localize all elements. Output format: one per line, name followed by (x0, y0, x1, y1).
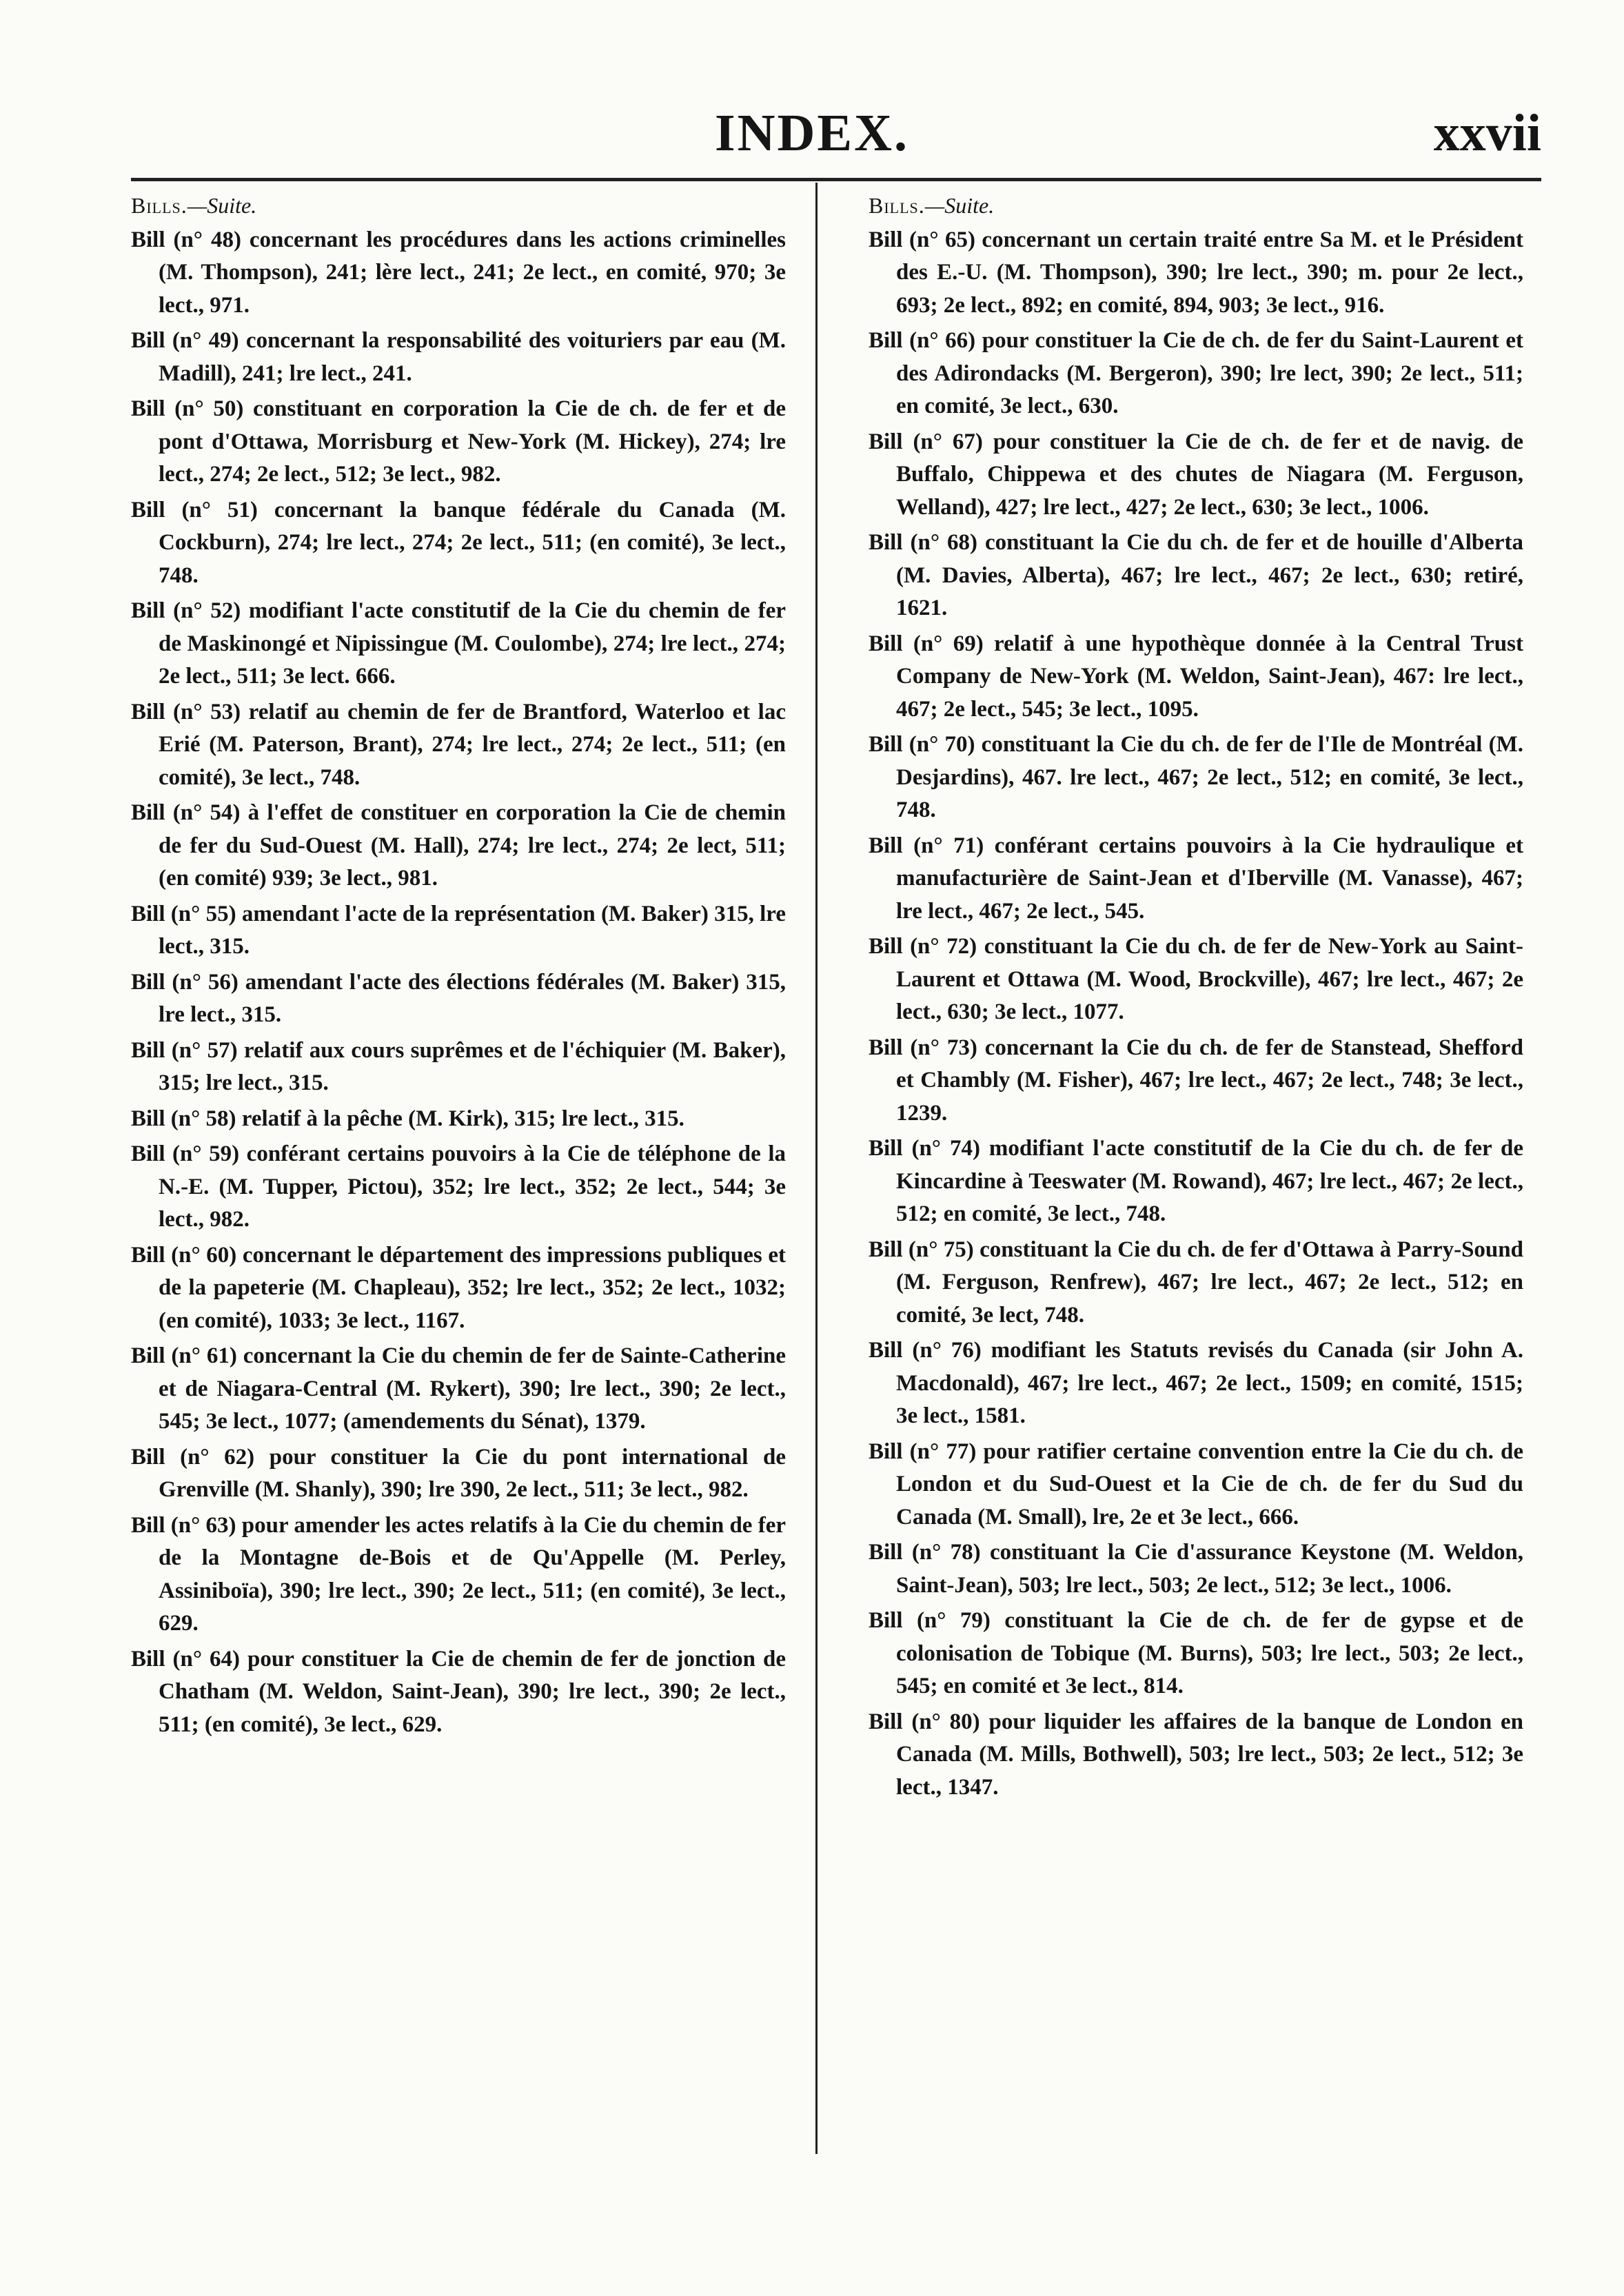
index-entry: Bill (n° 63) pour amender les actes relatifs à la Cie du chemin de fer de la Montagne de-Bois et de Qu'Appelle (M. Perley, Assiniboïa), 390; lre lect., 390; 2e lect., 511; (en comité), 3e lect., 629. (131, 1512, 786, 1636)
index-entry: Bill (n° 50) constituant en corporation la Cie de ch. de fer et de pont d'Ottawa, Morrisburg et New-York (M. Hickey), 274; lre lect., 274; 2e lect., 512; 3e lect., 982. (131, 396, 786, 487)
index-entry: Bill (n° 75) constituant la Cie du ch. de fer d'Ottawa à Parry-Sound (M. Ferguson, Renfrew), 467; lre lect., 467; 2e lect., 512; en comité, 3e lect, 748. (869, 1237, 1523, 1328)
left-entries (131, 224, 786, 1742)
column-heading-label: Bills. (869, 193, 925, 218)
page-header (0, 0, 1624, 186)
index-entry: Bill (n° 52) modifiant l'acte constitutif de la Cie du chemin de fer de Maskinongé et Nipissingue (M. Coulombe), 274; lre lect., 274; 2e lect., 511; 3e lect. 666. (131, 598, 786, 689)
index-entry: Bill (n° 80) pour liquider les affaires de la banque de London en Canada (M. Mills, Bothwell), 503; lre lect., 503; 2e lect., 512; 3e lect., 1347. (869, 1709, 1523, 1800)
index-entry: Bill (n° 61) concernant la Cie du chemin de fer de Sainte-Catherine et de Niagara-Central (M. Rykert), 390; lre lect., 390; 2e lect., 545; 3e lect., 1077; (amendements du Sénat), 1379. (131, 1343, 786, 1434)
index-entry: Bill (n° 57) relatif aux cours suprêmes et de l'échiquier (M. Baker), 315; lre lect., 315. (131, 1037, 786, 1095)
index-entry: Bill (n° 69) relatif à une hypothèque donnée à la Central Trust Company de New-York (M. Weldon, Saint-Jean), 467: lre lect., 467; 2e lect., 545; 3e lect., 1095. (869, 631, 1523, 722)
column-heading (131, 190, 786, 223)
index-entry: Bill (n° 77) pour ratifier certaine convention entre la Cie du ch. de London et du Sud-Ouest et la Cie de ch. de fer du Sud du Canada (M. Small), lre, 2e et 3e lect., 666. (869, 1439, 1523, 1530)
index-entry: Bill (n° 54) à l'effet de constituer en corporation la Cie de chemin de fer du Sud-Ouest (M. Hall), 274; lre lect., 274; 2e lect, 511; (en comité) 939; 3e lect., 981. (131, 800, 786, 891)
column-heading-label: Bills. (131, 193, 187, 218)
page-title: INDEX. (715, 104, 909, 162)
column-heading-suffix: —Suite. (187, 193, 257, 218)
index-entry: Bill (n° 51) concernant la banque fédérale du Canada (M. Cockburn), 274; lre lect., 274; 2e lect., 511; (en comité), 3e lect., 748. (131, 497, 786, 588)
index-entry: Bill (n° 56) amendant l'acte des élections fédérales (M. Baker) 315, lre lect., 315. (131, 969, 786, 1027)
index-entry: Bill (n° 49) concernant la responsabilité des voituriers par eau (M. Madill), 241; lre lect., 241. (131, 328, 786, 386)
index-entry: Bill (n° 79) constituant la Cie de ch. de fer de gypse et de colonisation de Tobique (M. Burns), 503; lre lect., 503; 2e lect., 545; en comité et 3e lect., 814. (869, 1608, 1523, 1698)
index-entry: Bill (n° 60) concernant le département des impressions publiques et de la papeterie (M. Chapleau), 352; lre lect., 352; 2e lect., 1032; (en comité), 1033; 3e lect., 1167. (131, 1242, 786, 1333)
index-entry: Bill (n° 58) relatif à la pêche (M. Kirk), 315; lre lect., 315. (131, 1106, 684, 1131)
page-number: xxvii (1433, 104, 1541, 162)
column-divider (815, 183, 818, 2154)
index-entry: Bill (n° 73) concernant la Cie du ch. de fer de Stanstead, Shefford et Chambly (M. Fisher), 467; lre lect., 467; 2e lect., 748; 3e lect., 1239. (869, 1035, 1523, 1126)
index-entry: Bill (n° 48) concernant les procédures dans les actions criminelles (M. Thompson), 241; lère lect., 241; 2e lect., en comité, 970; 3e lect., 971. (131, 227, 786, 318)
index-entry: Bill (n° 74) modifiant l'acte constitutif de la Cie du ch. de fer de Kincardine à Teeswater (M. Rowand), 467; lre lect., 467; 2e lect., 512; en comité, 3e lect., 748. (869, 1136, 1523, 1226)
index-entry: Bill (n° 59) conférant certains pouvoirs à la Cie de téléphone de la N.-E. (M. Tupper, Pictou), 352; lre lect., 352; 2e lect., 544; 3e lect., 982. (131, 1141, 786, 1232)
index-entry: Bill (n° 68) constituant la Cie du ch. de fer et de houille d'Alberta (M. Davies, Alberta), 467; lre lect., 467; 2e lect., 630; retiré, 1621. (869, 530, 1523, 620)
index-entry: Bill (n° 67) pour constituer la Cie de ch. de fer et de navig. de Buffalo, Chippewa et des chutes de Niagara (M. Ferguson, Welland), 427; lre lect., 427; 2e lect., 630; 3e lect., 1006. (869, 429, 1523, 520)
index-entry: Bill (n° 62) pour constituer la Cie du pont international de Grenville (M. Shanly), 390; lre 390, 2e lect., 511; 3e lect., 982. (131, 1444, 786, 1502)
index-entry: Bill (n° 78) constituant la Cie d'assurance Keystone (M. Weldon, Saint-Jean), 503; lre lect., 503; 2e lect., 512; 3e lect., 1006. (869, 1540, 1523, 1598)
index-entry: Bill (n° 70) constituant la Cie du ch. de fer de l'Ile de Montréal (M. Desjardins), 467. lre lect., 467; 2e lect., 512; en comité, 3e lect., 748. (869, 732, 1523, 822)
index-entry: Bill (n° 76) modifiant les Statuts revisés du Canada (sir John A. Macdonald), 467; lre lect., 467; 2e lect., 1509; en comité, 1515; 3e lect., 1581. (869, 1338, 1523, 1428)
index-entry: Bill (n° 71) conférant certains pouvoirs à la Cie hydraulique et manufacturière de Saint-Jean et d'Iberville (M. Vanasse), 467; lre lect., 467; 2e lect., 545. (869, 833, 1523, 924)
index-entry: Bill (n° 72) constituant la Cie du ch. de fer de New-York au Saint-Laurent et Ottawa (M. Wood, Brockville), 467; lre lect., 467; 2e lect., 630; 3e lect., 1077. (869, 934, 1523, 1024)
index-entry: Bill (n° 65) concernant un certain traité entre Sa M. et le Président des E.-U. (M. Thompson), 390; lre lect., 390; m. pour 2e lect., 693; 2e lect., 892; en comité, 894, 903; 3e lect., 916. (869, 227, 1523, 318)
right-column (869, 190, 1523, 1807)
index-entry: Bill (n° 55) amendant l'acte de la représentation (M. Baker) 315, lre lect., 315. (131, 901, 786, 959)
index-entry: Bill (n° 53) relatif au chemin de fer de Brantford, Waterloo et lac Erié (M. Paterson, Brant), 274; lre lect., 274; 2e lect., 511; (en comité), 3e lect., 748. (131, 699, 786, 790)
column-heading-suffix: —Suite. (924, 193, 995, 218)
column-heading (869, 190, 1523, 223)
index-entry: Bill (n° 66) pour constituer la Cie de ch. de fer du Saint-Laurent et des Adirondacks (M. Bergeron), 390; lre lect, 390; 2e lect., 511; en comité, 3e lect., 630. (869, 328, 1523, 418)
left-column (131, 190, 786, 1744)
index-entry: Bill (n° 64) pour constituer la Cie de chemin de fer de jonction de Chatham (M. Weldon, Saint-Jean), 390; lre lect., 390; 2e lect., 511; (en comité), 3e lect., 629. (131, 1646, 786, 1737)
right-entries (869, 224, 1523, 1805)
header-rule (131, 178, 1541, 181)
